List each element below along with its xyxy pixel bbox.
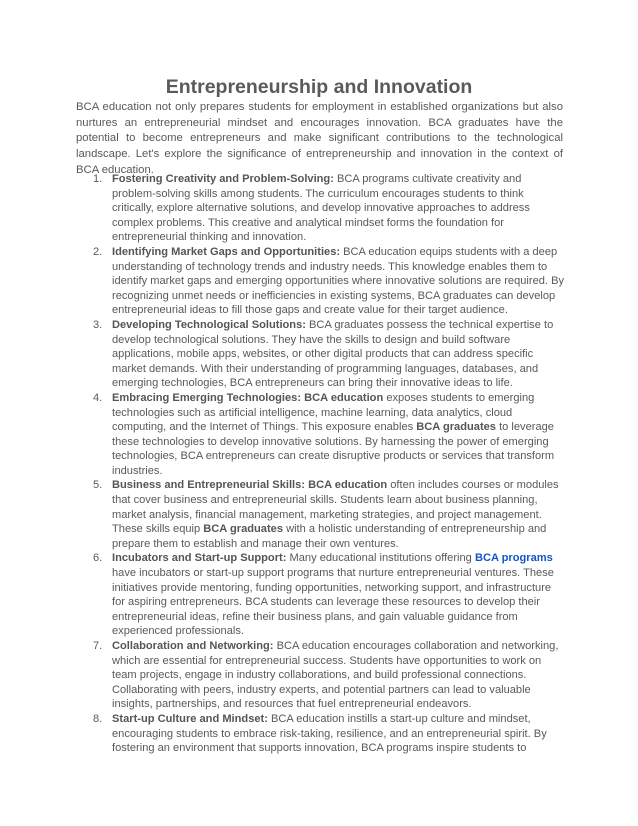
item-text: have incubators or start-up support programs that nurture entrepreneurial ventures. These initiatives provide mentoring, funding opportunities, networking support, and infrastructure for aspiring entrepreneurs. BCA students can leverage these resources to develop their entrepreneurial ideas, refine their business plans, and gain valuable guidance from experienced professionals.	[112, 567, 554, 638]
list-number: 5.	[93, 479, 103, 492]
item-text: BCA education instills a start-up culture and mindset, encouraging students to embrace risk-taking, resilience, and an entrepreneurial spirit. By fostering an environment that supports innovation, BCA programs inspire students to	[112, 712, 547, 755]
list-number: 4.	[93, 391, 103, 404]
list-number: 7.	[93, 640, 103, 652]
item-heading: Start-up Culture and Mindset:	[112, 712, 268, 725]
bold-phrase: BCA education	[304, 479, 388, 492]
list-item	[76, 391, 566, 479]
list-item	[76, 245, 566, 318]
list-item	[76, 551, 566, 639]
item-text: exposes students to emerging technologies such as artificial intelligence, machine learning, data analytics, cloud computing, and the Internet of Things. This exposure enables	[112, 391, 535, 434]
item-heading: Identifying Market Gaps and Opportunities:	[112, 245, 341, 258]
bold-phrase: BCA graduates	[416, 421, 496, 434]
list-number: 2.	[93, 245, 103, 258]
item-heading: Fostering Creativity and Problem-Solving:	[112, 173, 334, 185]
list-item	[76, 712, 566, 756]
item-heading: Collaboration and Networking:	[112, 640, 274, 652]
item-heading: Developing Technological Solutions:	[112, 318, 306, 331]
item-heading: Incubators and Start-up Support:	[112, 552, 287, 565]
bold-phrase: BCA education	[301, 391, 384, 404]
item-text: to leverage these technologies to develop innovative solutions. By harnessing the power of emerging technologies, BCA entrepreneurs can create disruptive products or services that transform industries.	[112, 421, 555, 477]
list-item	[76, 172, 566, 245]
item-heading: Business and Entrepreneurial Skills:	[112, 479, 305, 492]
item-text: BCA programs cultivate creativity and problem-solving skills among students. The curriculum encourages students to think critically, explore alternative solutions, and develop innovative approaches to address complex problems. This creative and analytical mindset forms the foundation for entrepreneurial thinking and innovation.	[112, 173, 530, 244]
item-text: BCA education encourages collaboration and networking, which are essential for entrepreneurial success. Students have opportunities to work on team projects, engage in industry collaborations, and build professional connections. Collaborating with peers, industry experts, and potential partners can lead to valuable insights, partnerships, and resources that fuel entrepreneurial endeavors.	[112, 640, 559, 711]
list-item	[76, 478, 566, 551]
item-heading: Embracing Emerging Technologies:	[112, 391, 302, 404]
page-title: Entrepreneurship and Innovation	[165, 76, 473, 98]
item-text: BCA education equips students with a deep understanding of technology trends and industry needs. This knowledge enables them to identify market gaps and emerging opportunities where innovative solutions are required. By recognizing unmet needs or inefficiencies in existing systems, BCA graduates can develop entrepreneurial ideas to fill those gaps and create value for their target audience.	[112, 245, 565, 317]
list-number: 3.	[93, 318, 103, 331]
item-text: with a holistic understanding of entrepreneurship and prepare them to establish and manage their own ventures.	[112, 523, 547, 550]
item-text: Many educational institutions offering	[286, 552, 475, 565]
item-text: often includes courses or modules that cover business and entrepreneurial skills. Students learn about business planning, market analysis, financial management, marketing strategies, and project management. These skills equip	[112, 479, 559, 536]
intro-paragraph: BCA education not only prepares students for employment in established organizations but also nurtures an entrepreneurial mindset and encourages innovation. BCA graduates have the potential to become entrepreneurs and make significant contributions to the technological landscape. Let's explore the significance of entrepreneurship and innovation in the context of BCA education.	[76, 101, 563, 176]
list-number: 1.	[93, 173, 103, 185]
list-item	[76, 639, 566, 712]
bca-programs-link[interactable]: BCA programs	[474, 552, 553, 565]
list-number: 8.	[93, 712, 103, 725]
list-item	[76, 318, 566, 391]
list-number: 6.	[93, 552, 103, 565]
bold-phrase: BCA graduates	[203, 523, 283, 536]
numbered-list	[76, 172, 566, 756]
item-text: BCA graduates possess the technical expertise to develop technological solutions. They have the skills to design and build software applications, mobile apps, websites, or other digital products that can address specific market demands. With their understanding of programming languages, databases, and emerging technologies, BCA entrepreneurs can bring their innovative ideas to life.	[112, 318, 554, 390]
